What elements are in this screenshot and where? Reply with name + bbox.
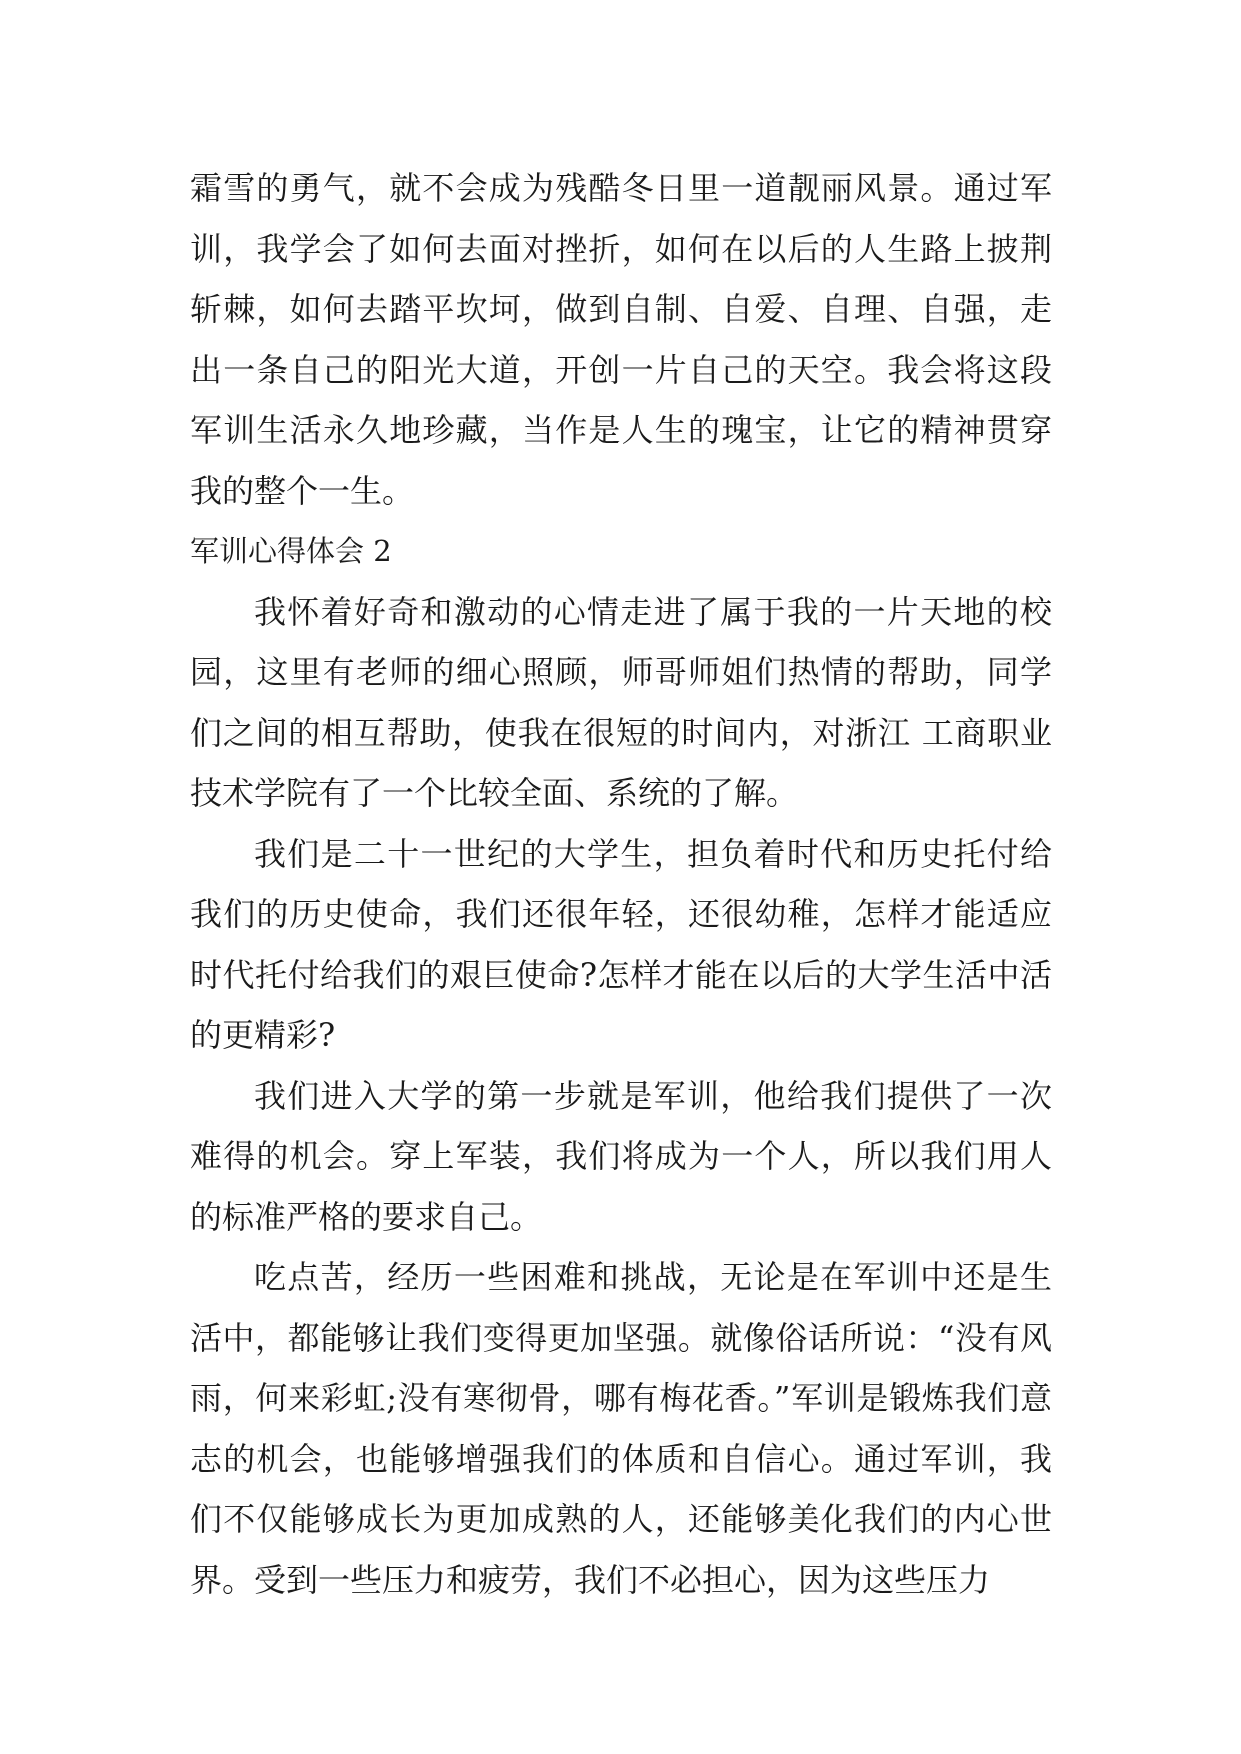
paragraph: 我们是二十一世纪的大学生，担负着时代和历史托付给我们的历史使命，我们还很年轻，还很幼稚，怎样才能适应时代托付给我们的艰巨使命?怎样才能在以后的大学生活中活的更精彩? (190, 834, 1052, 1054)
paragraph: 我们进入大学的第一步就是军训，他给我们提供了一次难得的机会。穿上军装，我们将成为一个人，所以我们用人的标准严格的要求自己。 (190, 1076, 1052, 1236)
paragraph: 我怀着好奇和激动的心情走进了属于我的一片天地的校园，这里有老师的细心照顾，师哥师姐们热情的帮助，同学们之间的相互帮助，使我在很短的时间内，对浙江 工商职业技术学院有了一个比较全面、系统的了解。 (190, 592, 1052, 812)
paragraph-continuation: 霜雪的勇气，就不会成为残酷冬日里一道靓丽风景。通过军训，我学会了如何去面对挫折，如何在以后的人生路上披荆斩棘，如何去踏平坎坷，做到自制、自爱、自理、自强，走出一条自己的阳光大道，开创一片自己的天空。我会将这段军训生活永久地珍藏，当作是人生的瑰宝，让它的精神贯穿我的整个一生。 (190, 169, 1052, 510)
document-body (190, 158, 1052, 1610)
section-heading: 军训心得体会 2 (190, 534, 392, 568)
paragraph: 吃点苦，经历一些困难和挑战，无论是在军训中还是生活中，都能够让我们变得更加坚强。就像俗话所说：“没有风雨，何来彩虹;没有寒彻骨，哪有梅花香。”军训是锻炼我们意志的机会，也能够增强我们的体质和自信心。通过军训，我们不仅能够成长为更加成熟的人，还能够美化我们的内心世界。受到一些压力和疲劳，我们不必担心，因为这些压力 (190, 1258, 1052, 1599)
